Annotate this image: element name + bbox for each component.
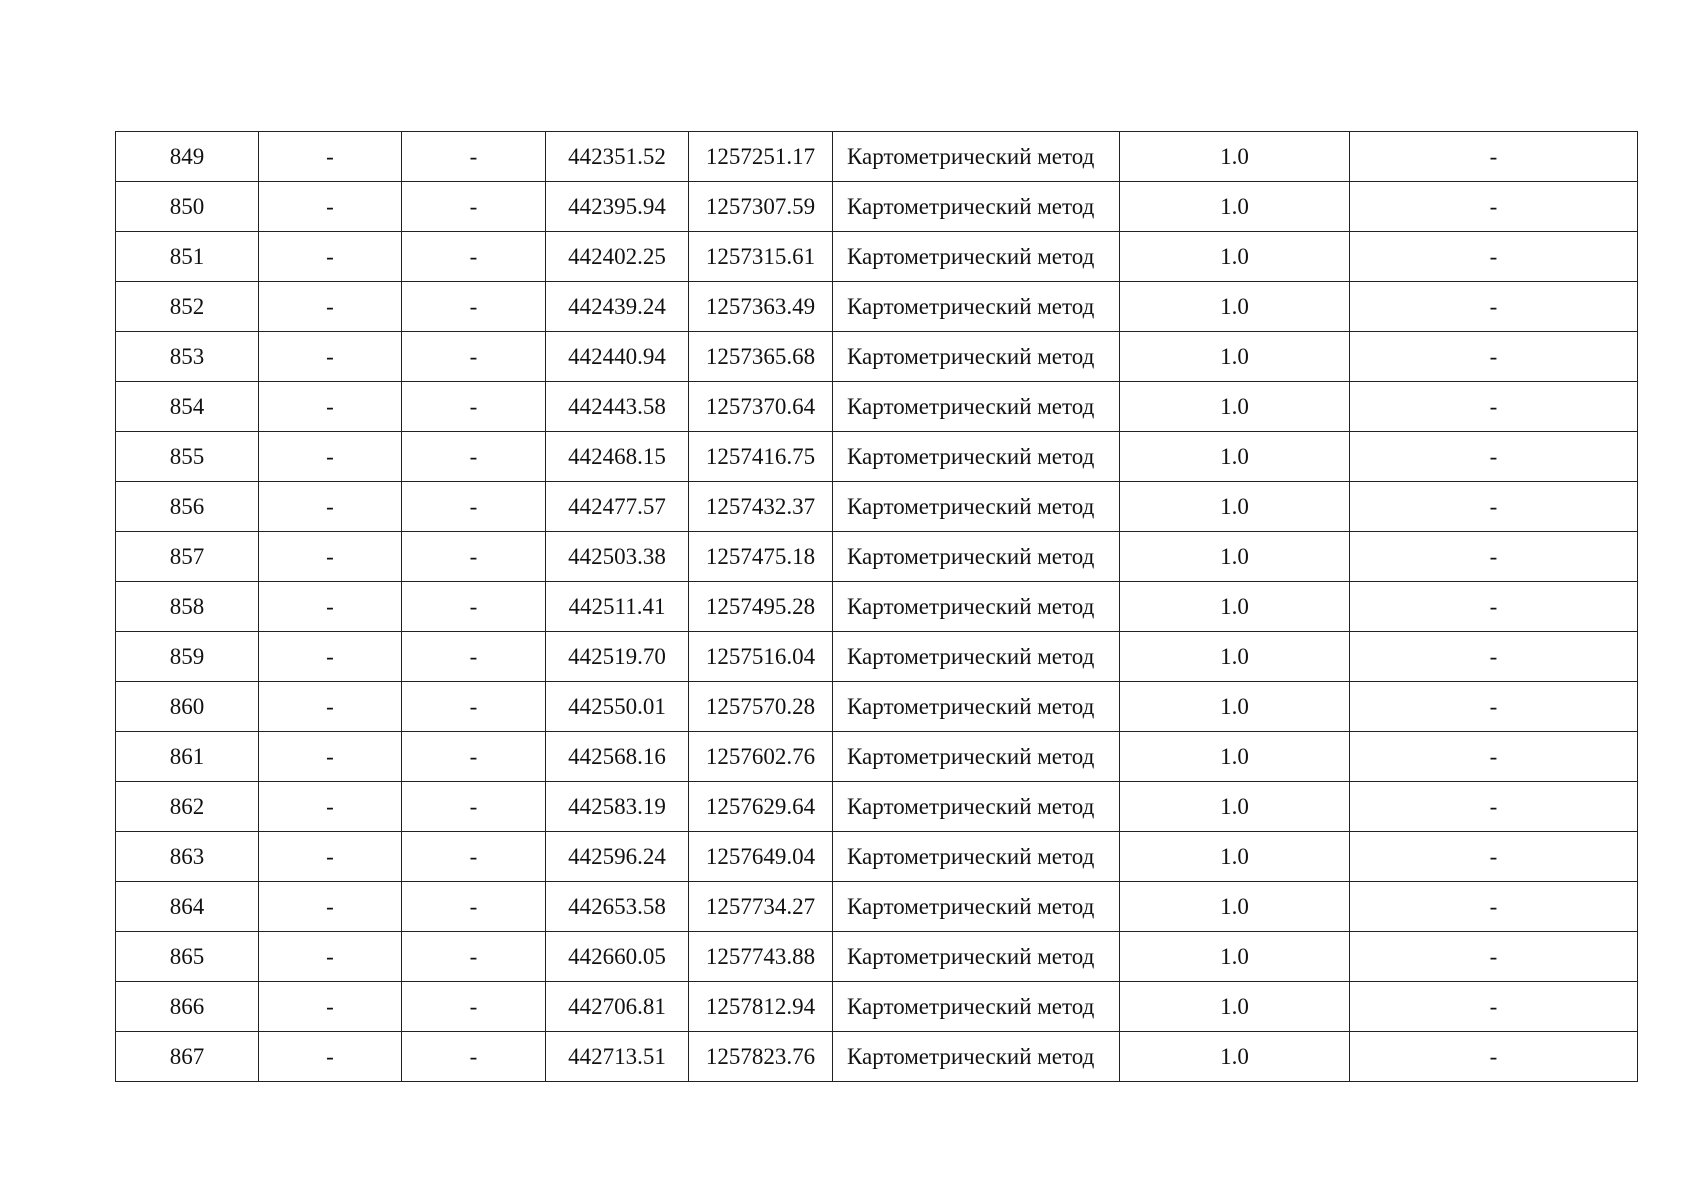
- y-coordinate-cell: 1257602.76: [689, 732, 833, 782]
- accuracy-cell: 1.0: [1120, 232, 1350, 282]
- empty-value-cell: -: [402, 632, 546, 682]
- y-coordinate-cell: 1257315.61: [689, 232, 833, 282]
- x-coordinate-cell: 442660.05: [546, 932, 689, 982]
- accuracy-cell: 1.0: [1120, 132, 1350, 182]
- empty-value-cell: -: [402, 782, 546, 832]
- table-row: [116, 832, 1638, 882]
- x-coordinate-cell: 442477.57: [546, 482, 689, 532]
- empty-value-cell: -: [259, 582, 402, 632]
- table-row: [116, 282, 1638, 332]
- point-number-cell: 849: [116, 132, 259, 182]
- x-coordinate-cell: 442583.19: [546, 782, 689, 832]
- note-cell: -: [1350, 382, 1638, 432]
- empty-value-cell: -: [259, 982, 402, 1032]
- method-cell: Картометрический метод: [833, 532, 1120, 582]
- table-row: [116, 782, 1638, 832]
- y-coordinate-cell: 1257416.75: [689, 432, 833, 482]
- table-row: [116, 432, 1638, 482]
- empty-value-cell: -: [259, 382, 402, 432]
- point-number-cell: 866: [116, 982, 259, 1032]
- method-cell: Картометрический метод: [833, 582, 1120, 632]
- method-cell: Картометрический метод: [833, 382, 1120, 432]
- y-coordinate-cell: 1257570.28: [689, 682, 833, 732]
- empty-value-cell: -: [402, 432, 546, 482]
- empty-value-cell: -: [402, 332, 546, 382]
- empty-value-cell: -: [402, 732, 546, 782]
- note-cell: -: [1350, 282, 1638, 332]
- empty-value-cell: -: [259, 782, 402, 832]
- accuracy-cell: 1.0: [1120, 182, 1350, 232]
- accuracy-cell: 1.0: [1120, 382, 1350, 432]
- point-number-cell: 855: [116, 432, 259, 482]
- accuracy-cell: 1.0: [1120, 782, 1350, 832]
- empty-value-cell: -: [402, 132, 546, 182]
- note-cell: -: [1350, 882, 1638, 932]
- y-coordinate-cell: 1257495.28: [689, 582, 833, 632]
- empty-value-cell: -: [402, 582, 546, 632]
- y-coordinate-cell: 1257516.04: [689, 632, 833, 682]
- y-coordinate-cell: 1257432.37: [689, 482, 833, 532]
- y-coordinate-cell: 1257823.76: [689, 1032, 833, 1082]
- point-number-cell: 860: [116, 682, 259, 732]
- table-row: [116, 882, 1638, 932]
- coordinates-table-body: [116, 132, 1638, 1082]
- accuracy-cell: 1.0: [1120, 332, 1350, 382]
- empty-value-cell: -: [402, 932, 546, 982]
- table-row: [116, 932, 1638, 982]
- method-cell: Картометрический метод: [833, 682, 1120, 732]
- table-row: [116, 532, 1638, 582]
- x-coordinate-cell: 442503.38: [546, 532, 689, 582]
- empty-value-cell: -: [259, 932, 402, 982]
- point-number-cell: 853: [116, 332, 259, 382]
- point-number-cell: 856: [116, 482, 259, 532]
- point-number-cell: 864: [116, 882, 259, 932]
- point-number-cell: 852: [116, 282, 259, 332]
- method-cell: Картометрический метод: [833, 482, 1120, 532]
- empty-value-cell: -: [259, 532, 402, 582]
- point-number-cell: 862: [116, 782, 259, 832]
- method-cell: Картометрический метод: [833, 282, 1120, 332]
- table-row: [116, 732, 1638, 782]
- table-row: [116, 582, 1638, 632]
- method-cell: Картометрический метод: [833, 232, 1120, 282]
- accuracy-cell: 1.0: [1120, 532, 1350, 582]
- note-cell: -: [1350, 482, 1638, 532]
- note-cell: -: [1350, 732, 1638, 782]
- table-row: [116, 332, 1638, 382]
- empty-value-cell: -: [259, 632, 402, 682]
- x-coordinate-cell: 442439.24: [546, 282, 689, 332]
- accuracy-cell: 1.0: [1120, 682, 1350, 732]
- empty-value-cell: -: [402, 532, 546, 582]
- accuracy-cell: 1.0: [1120, 282, 1350, 332]
- method-cell: Картометрический метод: [833, 332, 1120, 382]
- empty-value-cell: -: [259, 682, 402, 732]
- empty-value-cell: -: [259, 182, 402, 232]
- x-coordinate-cell: 442706.81: [546, 982, 689, 1032]
- x-coordinate-cell: 442440.94: [546, 332, 689, 382]
- accuracy-cell: 1.0: [1120, 982, 1350, 1032]
- empty-value-cell: -: [402, 282, 546, 332]
- table-row: [116, 1032, 1638, 1082]
- x-coordinate-cell: 442468.15: [546, 432, 689, 482]
- empty-value-cell: -: [259, 232, 402, 282]
- empty-value-cell: -: [402, 232, 546, 282]
- accuracy-cell: 1.0: [1120, 432, 1350, 482]
- empty-value-cell: -: [259, 132, 402, 182]
- x-coordinate-cell: 442351.52: [546, 132, 689, 182]
- y-coordinate-cell: 1257649.04: [689, 832, 833, 882]
- table-row: [116, 482, 1638, 532]
- method-cell: Картометрический метод: [833, 782, 1120, 832]
- method-cell: Картометрический метод: [833, 732, 1120, 782]
- accuracy-cell: 1.0: [1120, 582, 1350, 632]
- note-cell: -: [1350, 682, 1638, 732]
- x-coordinate-cell: 442568.16: [546, 732, 689, 782]
- empty-value-cell: -: [402, 682, 546, 732]
- note-cell: -: [1350, 1032, 1638, 1082]
- note-cell: -: [1350, 532, 1638, 582]
- point-number-cell: 865: [116, 932, 259, 982]
- empty-value-cell: -: [259, 332, 402, 382]
- accuracy-cell: 1.0: [1120, 632, 1350, 682]
- y-coordinate-cell: 1257743.88: [689, 932, 833, 982]
- table-row: [116, 132, 1638, 182]
- x-coordinate-cell: 442550.01: [546, 682, 689, 732]
- method-cell: Картометрический метод: [833, 932, 1120, 982]
- y-coordinate-cell: 1257251.17: [689, 132, 833, 182]
- table-row: [116, 682, 1638, 732]
- empty-value-cell: -: [402, 182, 546, 232]
- accuracy-cell: 1.0: [1120, 482, 1350, 532]
- x-coordinate-cell: 442653.58: [546, 882, 689, 932]
- y-coordinate-cell: 1257812.94: [689, 982, 833, 1032]
- x-coordinate-cell: 442519.70: [546, 632, 689, 682]
- x-coordinate-cell: 442395.94: [546, 182, 689, 232]
- table-row: [116, 382, 1638, 432]
- empty-value-cell: -: [259, 432, 402, 482]
- note-cell: -: [1350, 232, 1638, 282]
- empty-value-cell: -: [259, 482, 402, 532]
- point-number-cell: 851: [116, 232, 259, 282]
- empty-value-cell: -: [259, 832, 402, 882]
- point-number-cell: 850: [116, 182, 259, 232]
- method-cell: Картометрический метод: [833, 182, 1120, 232]
- accuracy-cell: 1.0: [1120, 932, 1350, 982]
- x-coordinate-cell: 442713.51: [546, 1032, 689, 1082]
- note-cell: -: [1350, 582, 1638, 632]
- point-number-cell: 858: [116, 582, 259, 632]
- note-cell: -: [1350, 632, 1638, 682]
- accuracy-cell: 1.0: [1120, 1032, 1350, 1082]
- coordinates-table: [115, 131, 1638, 1082]
- point-number-cell: 854: [116, 382, 259, 432]
- method-cell: Картометрический метод: [833, 1032, 1120, 1082]
- y-coordinate-cell: 1257307.59: [689, 182, 833, 232]
- point-number-cell: 867: [116, 1032, 259, 1082]
- note-cell: -: [1350, 832, 1638, 882]
- point-number-cell: 863: [116, 832, 259, 882]
- note-cell: -: [1350, 932, 1638, 982]
- method-cell: Картометрический метод: [833, 982, 1120, 1032]
- table-row: [116, 982, 1638, 1032]
- method-cell: Картометрический метод: [833, 832, 1120, 882]
- empty-value-cell: -: [259, 282, 402, 332]
- y-coordinate-cell: 1257734.27: [689, 882, 833, 932]
- point-number-cell: 857: [116, 532, 259, 582]
- table-row: [116, 632, 1638, 682]
- accuracy-cell: 1.0: [1120, 882, 1350, 932]
- x-coordinate-cell: 442596.24: [546, 832, 689, 882]
- method-cell: Картометрический метод: [833, 132, 1120, 182]
- note-cell: -: [1350, 132, 1638, 182]
- y-coordinate-cell: 1257475.18: [689, 532, 833, 582]
- empty-value-cell: -: [402, 882, 546, 932]
- x-coordinate-cell: 442511.41: [546, 582, 689, 632]
- note-cell: -: [1350, 182, 1638, 232]
- accuracy-cell: 1.0: [1120, 832, 1350, 882]
- method-cell: Картометрический метод: [833, 882, 1120, 932]
- empty-value-cell: -: [259, 732, 402, 782]
- x-coordinate-cell: 442443.58: [546, 382, 689, 432]
- empty-value-cell: -: [402, 1032, 546, 1082]
- empty-value-cell: -: [402, 832, 546, 882]
- note-cell: -: [1350, 432, 1638, 482]
- empty-value-cell: -: [259, 1032, 402, 1082]
- method-cell: Картометрический метод: [833, 632, 1120, 682]
- table-row: [116, 182, 1638, 232]
- note-cell: -: [1350, 332, 1638, 382]
- y-coordinate-cell: 1257365.68: [689, 332, 833, 382]
- empty-value-cell: -: [259, 882, 402, 932]
- y-coordinate-cell: 1257363.49: [689, 282, 833, 332]
- method-cell: Картометрический метод: [833, 432, 1120, 482]
- note-cell: -: [1350, 982, 1638, 1032]
- y-coordinate-cell: 1257629.64: [689, 782, 833, 832]
- point-number-cell: 859: [116, 632, 259, 682]
- table-row: [116, 232, 1638, 282]
- empty-value-cell: -: [402, 482, 546, 532]
- empty-value-cell: -: [402, 382, 546, 432]
- x-coordinate-cell: 442402.25: [546, 232, 689, 282]
- point-number-cell: 861: [116, 732, 259, 782]
- note-cell: -: [1350, 782, 1638, 832]
- empty-value-cell: -: [402, 982, 546, 1032]
- y-coordinate-cell: 1257370.64: [689, 382, 833, 432]
- accuracy-cell: 1.0: [1120, 732, 1350, 782]
